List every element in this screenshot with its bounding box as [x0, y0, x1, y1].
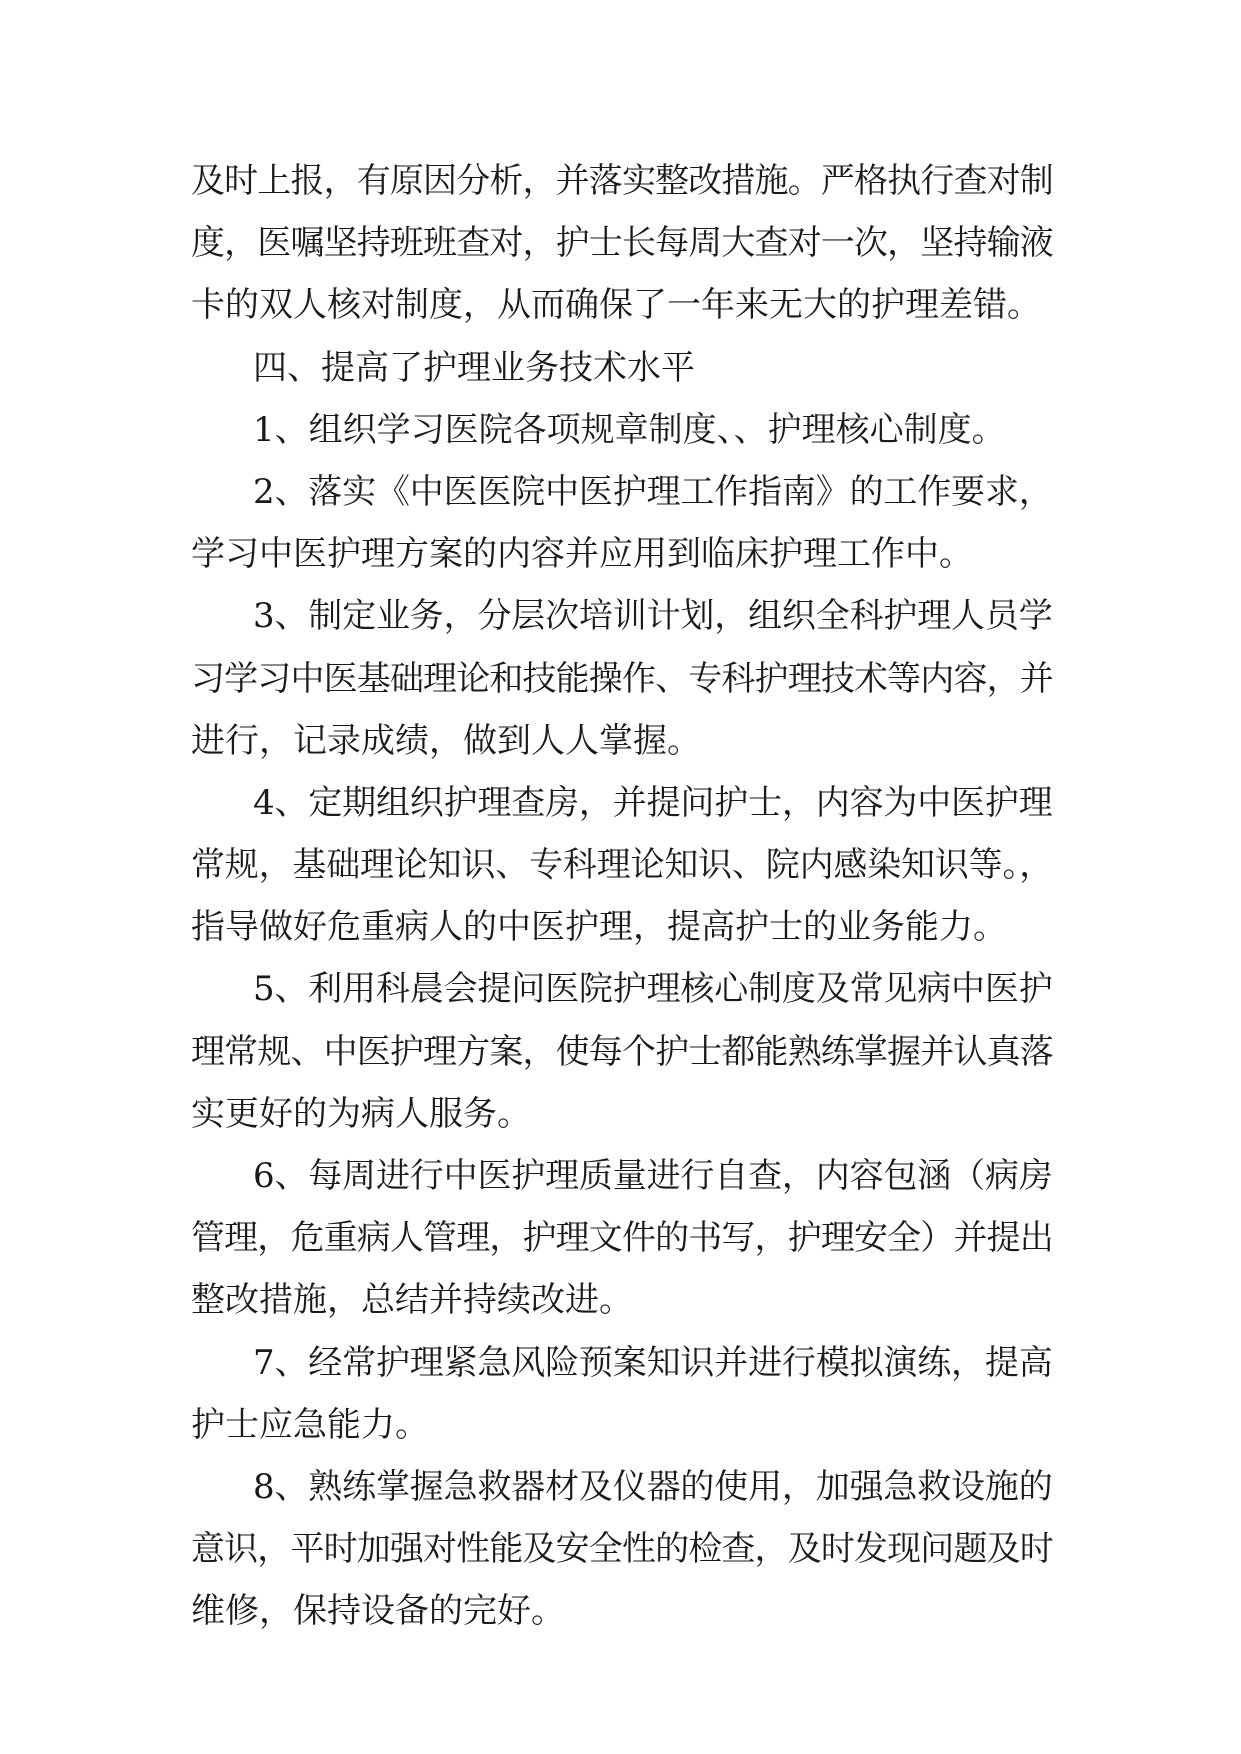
text-line: 卡的双人核对制度，从而确保了一年来无大的护理差错。 [191, 285, 1041, 326]
text-line: 指导做好危重病人的中医护理，提高护士的业务能力。 [191, 907, 1007, 948]
text-line: 4、定期组织护理查房，并提问护士，内容为中医护理 [253, 782, 1053, 823]
document-body [191, 150, 1053, 1643]
text-line: 习学习中医基础理论和技能操作、专科护理技术等内容，并 [191, 658, 1053, 699]
text-line: 8、熟练掌握急救器材及仪器的使用，加强急救设施的 [253, 1466, 1053, 1507]
text-line: 5、利用科晨会提问医院护理核心制度及常见病中医护 [253, 969, 1053, 1010]
text-line: 及时上报，有原因分析，并落实整改措施。严格执行查对制 [191, 161, 1053, 201]
text-line: 2、落实《中医医院中医护理工作指南》的工作要求， [253, 471, 1053, 512]
text-line: 7、经常护理紧急风险预案知识并进行模拟演练，提高 [253, 1342, 1053, 1383]
text-line: 进行，记录成绩，做到人人掌握。 [191, 720, 701, 761]
text-line: 意识，平时加强对性能及安全性的检查，及时发现问题及时 [191, 1529, 1053, 1570]
text-line: 3、制定业务，分层次培训计划，组织全科护理人员学 [253, 596, 1053, 637]
text-line: 度，医嘱坚持班班查对，护士长每周大查对一次，坚持输液 [191, 223, 1053, 264]
text-line: 实更好的为病人服务。 [191, 1093, 531, 1134]
document-page [191, 150, 1053, 1643]
text-line: 1、组织学习医院各项规章制度、、护理核心制度。 [253, 409, 1006, 450]
text-line: 6、每周进行中医护理质量进行自查，内容包涵（病房 [253, 1156, 1053, 1196]
text-line: 常规，基础理论知识、专科理论知识、院内感染知识等。， [191, 845, 1053, 886]
text-line: 学习中医护理方案的内容并应用到临床护理工作中。 [191, 534, 973, 575]
text-line: 护士应急能力。 [191, 1404, 429, 1445]
text-line: 理常规、中医护理方案，使每个护士都能熟练掌握并认真落 [191, 1031, 1053, 1072]
text-line: 维修，保持设备的完好。 [191, 1591, 565, 1632]
text-line: 四、提高了护理业务技术水平 [253, 347, 695, 388]
text-line: 管理，危重病人管理，护理文件的书写，护理安全）并提出 [191, 1218, 1053, 1259]
text-line: 整改措施，总结并持续改进。 [191, 1280, 633, 1321]
